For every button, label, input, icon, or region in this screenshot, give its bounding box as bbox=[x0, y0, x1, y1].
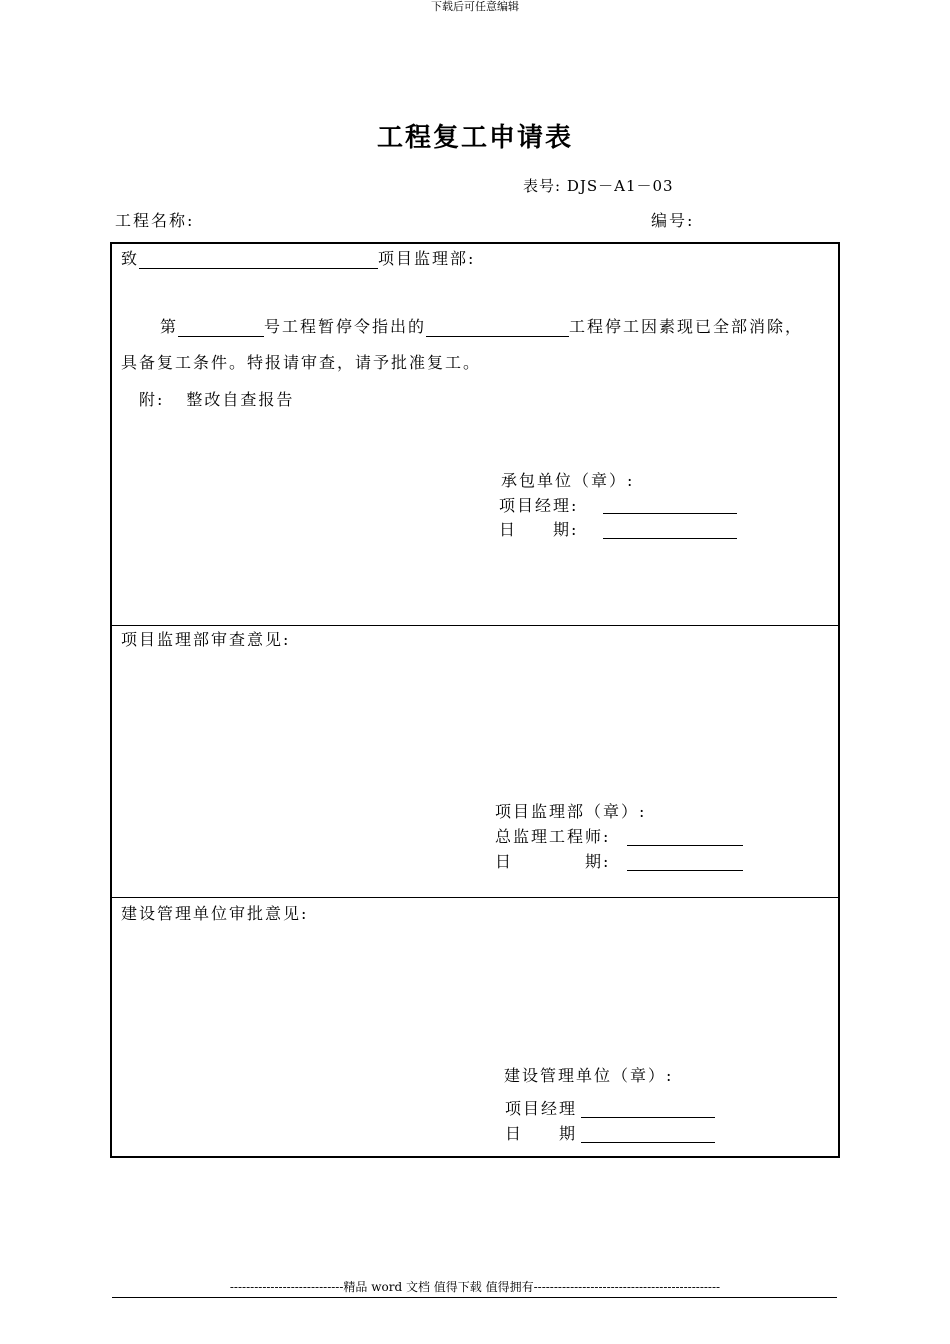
chief-engineer-label: 总监理工程师: bbox=[495, 827, 611, 846]
supervision-date-blank[interactable] bbox=[627, 850, 743, 871]
serial-number-label: 编号: bbox=[651, 211, 695, 230]
stop-cause-blank[interactable] bbox=[426, 336, 569, 337]
contractor-date-label: 日 期: bbox=[499, 520, 579, 539]
form-title: 工程复工申请表 bbox=[376, 123, 573, 153]
header-note: 下载后可任意编辑 bbox=[431, 0, 519, 13]
to-suffix: 项目监理部: bbox=[378, 249, 476, 268]
supervision-opinion-heading: 项目监理部审查意见: bbox=[121, 630, 291, 649]
section-divider-2 bbox=[110, 897, 840, 898]
contractor-seal-label: 承包单位（章）: bbox=[501, 471, 635, 490]
attachment-value: 整改自查报告 bbox=[186, 390, 295, 409]
request-line-1 bbox=[160, 317, 803, 337]
owner-manager-blank[interactable] bbox=[581, 1097, 715, 1118]
attachment-label: 附: bbox=[139, 390, 165, 409]
order-number-blank[interactable] bbox=[178, 336, 264, 337]
project-name-label: 工程名称: bbox=[115, 211, 195, 230]
owner-manager-label: 项目经理 bbox=[505, 1099, 578, 1118]
addressee-line bbox=[121, 249, 475, 269]
to-prefix: 致 bbox=[121, 249, 140, 268]
chief-engineer-blank[interactable] bbox=[627, 825, 743, 846]
form-table bbox=[110, 242, 840, 1158]
contractor-manager-blank[interactable] bbox=[603, 493, 737, 514]
body-suffix: 工程停工因素现已全部消除， bbox=[569, 317, 804, 336]
addressee-blank[interactable] bbox=[139, 268, 378, 269]
attachment-line bbox=[139, 390, 294, 410]
section-divider-1 bbox=[110, 625, 840, 626]
contractor-date-line bbox=[499, 520, 578, 540]
contractor-date-blank[interactable] bbox=[603, 518, 737, 539]
form-number: 表号: DJS－A1－03 bbox=[523, 177, 674, 195]
owner-date-label: 日 期 bbox=[505, 1124, 578, 1143]
request-line-2: 具备复工条件。特报请审查，请予批准复工。 bbox=[121, 353, 482, 372]
owner-seal-label: 建设管理单位（章）: bbox=[504, 1066, 674, 1085]
owner-approval-heading: 建设管理单位审批意见: bbox=[121, 904, 309, 923]
body-prefix: 第 bbox=[160, 317, 179, 336]
supervision-date-label: 日 期: bbox=[495, 852, 611, 871]
footer-rule bbox=[112, 1297, 837, 1298]
contractor-manager-line bbox=[499, 496, 578, 516]
contractor-manager-label: 项目经理: bbox=[499, 496, 579, 515]
owner-date-blank[interactable] bbox=[581, 1122, 715, 1143]
supervision-seal-label: 项目监理部（章）: bbox=[495, 802, 647, 821]
footer-note: ----------------------------精品 word 文档 值得下载 值得拥有---------------------------------------------- bbox=[229, 1280, 721, 1294]
body-middle: 号工程暂停令指出的 bbox=[264, 317, 427, 336]
